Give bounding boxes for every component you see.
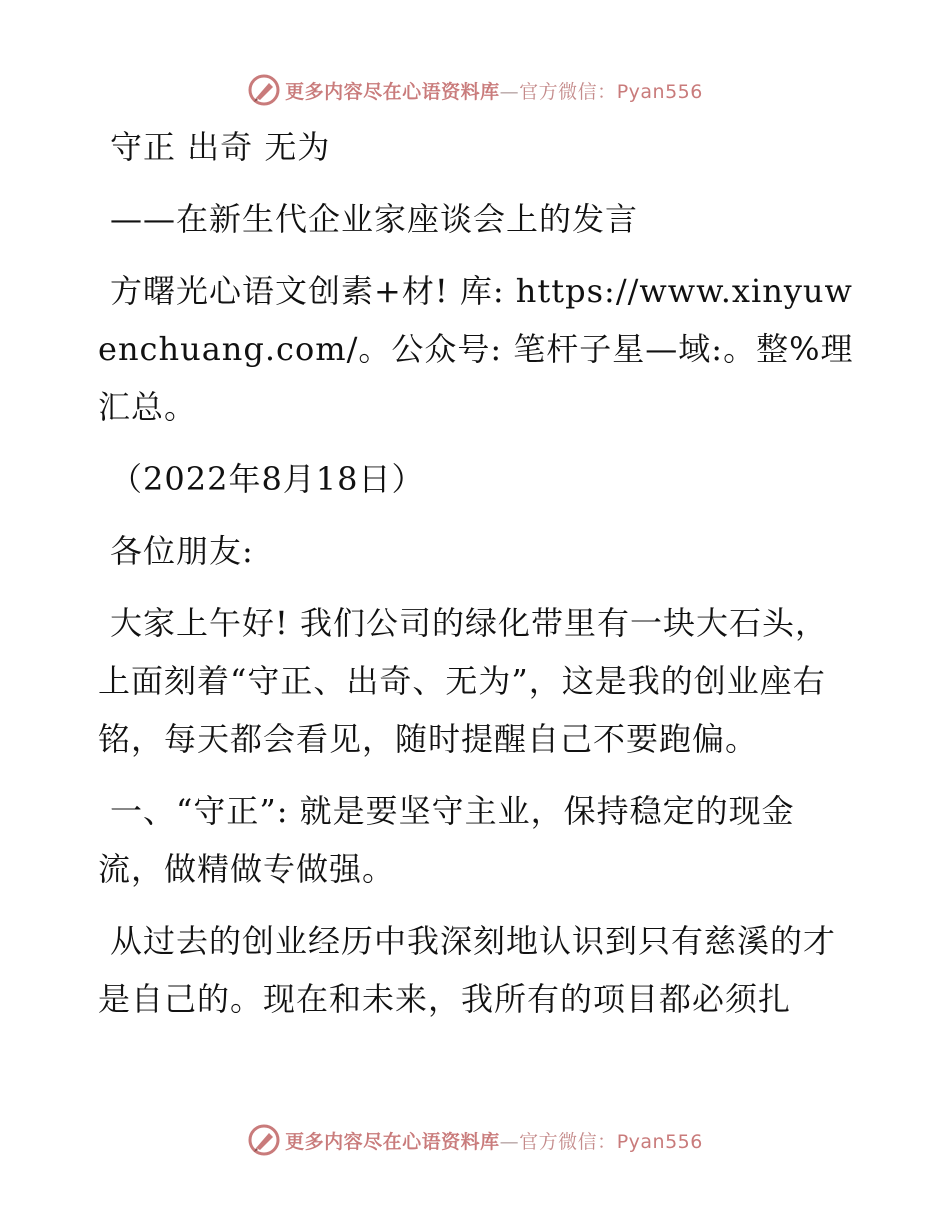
paragraph-2: 一、“守正”: 就是要坚守主业，保持稳定的现金流，做精做专做强。 [98,792,795,888]
watermark-group [247,1123,703,1157]
header-watermark-banner [0,68,950,112]
watermark-text [285,77,703,104]
watermark-brand: 更多内容尽在心语资料库 [285,1130,500,1153]
watermark-label: 官方微信： [519,80,617,103]
watermark-dash: — [499,1130,520,1153]
watermark-group [247,73,703,107]
watermark-brand: 更多内容尽在心语资料库 [285,80,500,103]
watermark-handle: Pyan556 [616,1130,703,1153]
document-title: 守正 出奇 无为 [110,128,331,166]
watermark-text [285,1127,703,1154]
paragraph-3: 从过去的创业经历中我深刻地认识到只有慈溪的才是自己的。现在和未来，我所有的项目都必须扎 [98,922,837,1018]
paragraph-1: 大家上午好! 我们公司的绿化带里有一块大石头，上面刻着“守正、出奇、无为”，这是我的创业座右铭，每天都会看见，随时提醒自己不要跑偏。 [98,604,829,758]
salutation: 各位朋友: [110,532,254,570]
document-date: （2022年8月18日） [110,460,425,498]
watermark-label: 官方微信： [519,1130,617,1153]
footer-watermark-banner [0,1118,950,1162]
watermark-dash: — [499,80,520,103]
document-subtitle: ——在新生代企业家座谈会上的发言 [110,200,639,238]
document-body [98,118,858,1042]
watermark-handle: Pyan556 [616,80,703,103]
source-line: 方曙光心语文创素+材! 库: https://www.xinyuwenchuang.com/。公众号: 笔杆子星—域:。整%理汇总。 [98,272,854,426]
pen-logo-icon [247,73,281,107]
pen-logo-icon [247,1123,281,1157]
